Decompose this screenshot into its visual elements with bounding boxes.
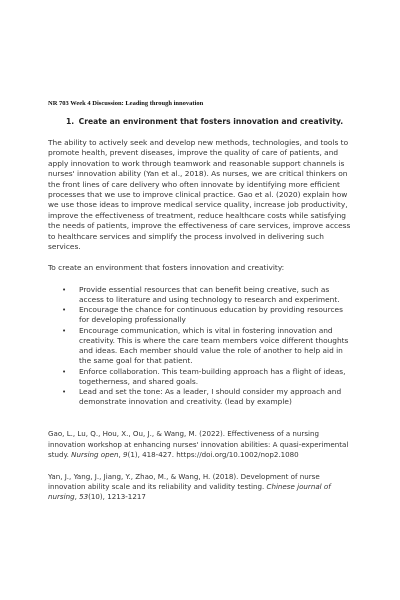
bullet-item	[48, 367, 354, 387]
bullet-item	[48, 285, 354, 305]
document-heading: NR 703 Week 4 Discussion: Leading through innovation	[48, 100, 204, 107]
reference-pages: (10), 1213-1217	[88, 492, 146, 502]
bullet-icon: •	[62, 367, 67, 376]
reference-volume: 9	[123, 449, 128, 459]
bullet-item-text: Provide essential resources that can benefit being creative, such as access to literature and using technology to research and experiment.	[79, 284, 340, 305]
numbered-item-text: Create an environment that fosters innovation and creativity.	[78, 117, 344, 126]
reference-authors-title: Yan, J., Yang, J., Jiang, Y., Zhao, M., & Wang, H. (2018). Development of nurse innovation ability scale and its reliability and validity testing.	[48, 471, 320, 492]
reference-journal: Chinese journal of nursing	[48, 482, 331, 502]
reference-entry	[48, 472, 354, 503]
bullet-icon: •	[62, 387, 67, 396]
bullet-item	[48, 305, 354, 325]
bullet-item-text: Encourage the chance for continuous education by providing resources for developing professionally	[79, 305, 343, 325]
reference-pages-doi[interactable]: (1), 418-427. https://doi.org/10.1002/nop2.1080	[127, 449, 299, 459]
reference-authors-title: Gao, L., Lu, Q., Hou, X., Ou, J., & Wang, M. (2022). Effectiveness of a nursing innovation workshop at enhancing nurses' innovation abilities: A quasi-experimental study.	[48, 429, 349, 459]
bullet-icon: •	[62, 285, 67, 294]
numbered-item-number: 1.	[66, 117, 75, 126]
numbered-item	[66, 117, 354, 127]
references-section	[48, 429, 354, 502]
bullet-item-text: Lead and set the tone: As a leader, I should consider my approach and demonstrate innovation and creativity. (lead by example)	[79, 386, 342, 407]
bullet-item	[48, 387, 354, 407]
reference-journal: Nursing open	[71, 449, 119, 459]
paragraph-list-lead: To create an environment that fosters innovation and creativity:	[48, 263, 285, 273]
reference-comma: ,	[74, 492, 80, 502]
reference-entry	[48, 429, 354, 460]
bullet-item-text: Encourage communication, which is vital in fostering innovation and creativity. This is where the care team members voice different thoughts and ideas. Each member should value the role of another to help aid in the same goal for that patient.	[79, 325, 349, 366]
bullet-icon: •	[62, 326, 67, 335]
reference-volume: 53	[79, 492, 89, 502]
bullet-list	[48, 285, 354, 407]
bullet-item-text: Enforce collaboration. This team-building approach has a flight of ideas, togetherness, and shared goals.	[79, 366, 346, 386]
reference-comma: ,	[118, 449, 124, 459]
bullet-item	[48, 326, 354, 367]
bullet-icon: •	[62, 306, 67, 315]
paragraph-intro: The ability to actively seek and develop new methods, technologies, and tools to promote health, prevent diseases, improve the quality of care of patients, and apply innovation to work through teamwork and reasonable support channels is nurses' innovation ability (Yan et al., 2018). As nurses, we are critical thinkers on the front lines of care delivery who often innovate by identifying more efficient processes that we use to improve clinical practice. Gao et al. (2020) explain how we use those ideas to improve medical service quality, increase job productivity, improve the effectiveness of treatment, reduce healthcare costs while satisfying the needs of patients, improve the effectiveness of care services, improve access to healthcare services and simplify the process involved in delivering such services.	[48, 138, 351, 252]
